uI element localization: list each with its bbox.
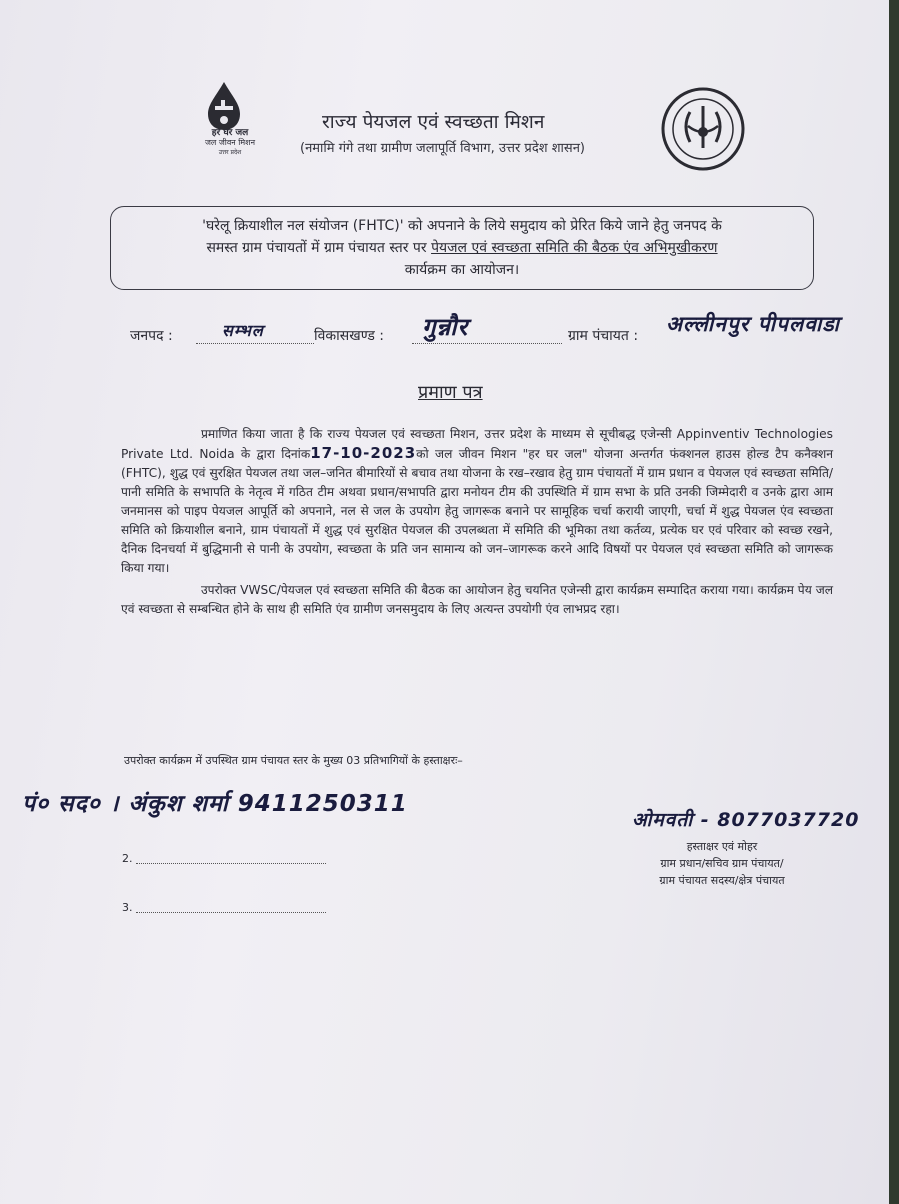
block-value: गुन्नौर (422, 313, 469, 341)
attendee-2-dotted-line (136, 862, 326, 864)
attendee-2-number: 2. (122, 852, 133, 865)
mission-title: राज्य पेयजल एवं स्वच्छता मिशन (322, 111, 545, 133)
program-line-2 (123, 237, 801, 259)
program-line-1: 'घरेलू क्रियाशील नल संयोजन (FHTC)' को अपनाने के लिये समुदाय को प्रेरित किये जाने हेतु जनपद के (202, 218, 722, 234)
paragraph-1-part-a: प्रमाणित किया जाता है कि राज्य पेयजल एवं स्वच्छता मिशन, उत्तर प्रदेश के माध्यम से सूचीबद्ध एजेन्सी Appinventiv Technologies Private Ltd. Noida के द्वारा दिनांक (121, 427, 833, 461)
mission-subtitle: (नमामि गंगे तथा ग्रामीण जलापूर्ति विभाग, उत्तर प्रदेश शासन) (300, 141, 585, 156)
handwritten-date: 17-10-2023 (310, 444, 417, 462)
program-title-box (110, 206, 814, 290)
signatory-role-line-2: ग्राम पंचायत सदस्य/क्षेत्र पंचायत (659, 874, 785, 887)
attendee-3-dotted-line (136, 911, 326, 913)
logo-text-line: उत्तर प्रदेश (218, 149, 242, 156)
logo-text-line: हर घर जल (211, 128, 249, 138)
har-ghar-jal-logo (186, 78, 276, 168)
location-fields (130, 312, 889, 356)
attendee-3-number: 3. (122, 901, 133, 914)
attendees-intro: उपरोक्त कार्यक्रम में उपस्थित ग्राम पंचायत स्तर के मुख्य 03 प्रतिभागियों के हस्ताक्षरः– (124, 754, 463, 767)
district-dotted-line (196, 342, 314, 344)
signatory-signature: ओमवती - 8077037720 (632, 809, 860, 831)
signatory-caption (622, 838, 822, 889)
signature-caption: हस्ताक्षर एवं मोहर (686, 840, 758, 853)
program-line-2-underlined: पेयजल एवं स्वच्छता समिति की बैठक एंव अभिमुखीकरण (431, 240, 718, 256)
attendee-1-signature: पं० सद० । अंकुश शर्मा 9411250311 (22, 791, 408, 817)
block-label: विकासखण्ड : (314, 328, 385, 344)
district-value: सम्भल (222, 321, 264, 340)
up-government-seal (660, 86, 746, 172)
paragraph-1-part-b: को जल जीवन मिशन "हर घर जल" योजना अन्तर्गत फंक्शनल हाउस होल्ड टैप कनैक्शन (FHTC), शुद्ध एवं सुरक्षित पेयजल तथा जल–जनित बीमारियों से बचाव तथा योजना के रख–रखाव हेतु ग्राम पंचायतों में ग्राम प्रधान व पेयजल एवं स्वच्छता समिति/पानी समिति के सभापति के नेतृत्व में गठित टीम अथवा प्रधान/सभापति द्वारा मनोयन टीम की उपस्थिति में ग्राम सभा के प्रति उनकी जिम्मेदारी व उनके द्वारा आम जनमानस को पाइप पेयजल आपूर्ति को अपनाने, नल से जल के उपयोग हेतु जागरूक बनाने पर सामूहिक चर्चा करायी जाएगी, चर्चा में शुद्ध पेयजल एंव स्वच्छता समिति को क्रियाशील बनाने, ग्राम पंचायतों में शुद्ध एवं सुरक्षित पेयजल की उपलब्धता में समिति की भूमिका तथा कर्तव्य, प्रत्येक घर एवं परिवार को स्वच्छ रखने, दैनिक दिनचर्या में बुद्धिमानी से पानी के उपयोग, स्वच्छता के प्रति जन सामान्य को जन–जागरूक करने आदि विषयों पर पेयजल एवं स्वच्छता समिति को जागरूक किया गया। (121, 447, 833, 575)
certificate-paragraph-2: उपरोक्त VWSC/पेयजल एवं स्वच्छता समिति की बैठक का आयोजन हेतु चयनित एजेन्सी द्वारा कार्यक्रम सम्पादित कराया गया। कार्यक्रम पेय जल एवं स्वच्छता से सम्बन्धित होने के साथ ही समिति एंव ग्रामीण जनसमुदाय के लिए अत्यन्त उपयोगी एंव लाभप्रद रहा। (121, 583, 833, 616)
signatory-role-line-1: ग्राम प्रधान/सचिव ग्राम पंचायत/ (660, 857, 784, 870)
district-label: जनपद : (130, 328, 173, 344)
program-line-3: कार्यक्रम का आयोजन। (404, 262, 520, 278)
panchayat-value: अल्लीनपुर पीपलवाडा (666, 312, 840, 336)
logo-text-line: जल जीवन मिशन (204, 138, 256, 147)
certificate-body (121, 425, 833, 619)
panchayat-label: ग्राम पंचायत : (568, 328, 639, 344)
program-line-2-text: समस्त ग्राम पंचायतों में ग्राम पंचायत स्तर पर (206, 240, 432, 256)
certificate-heading: प्रमाण पत्र (418, 382, 483, 403)
certificate-paragraph-1 (121, 425, 833, 578)
